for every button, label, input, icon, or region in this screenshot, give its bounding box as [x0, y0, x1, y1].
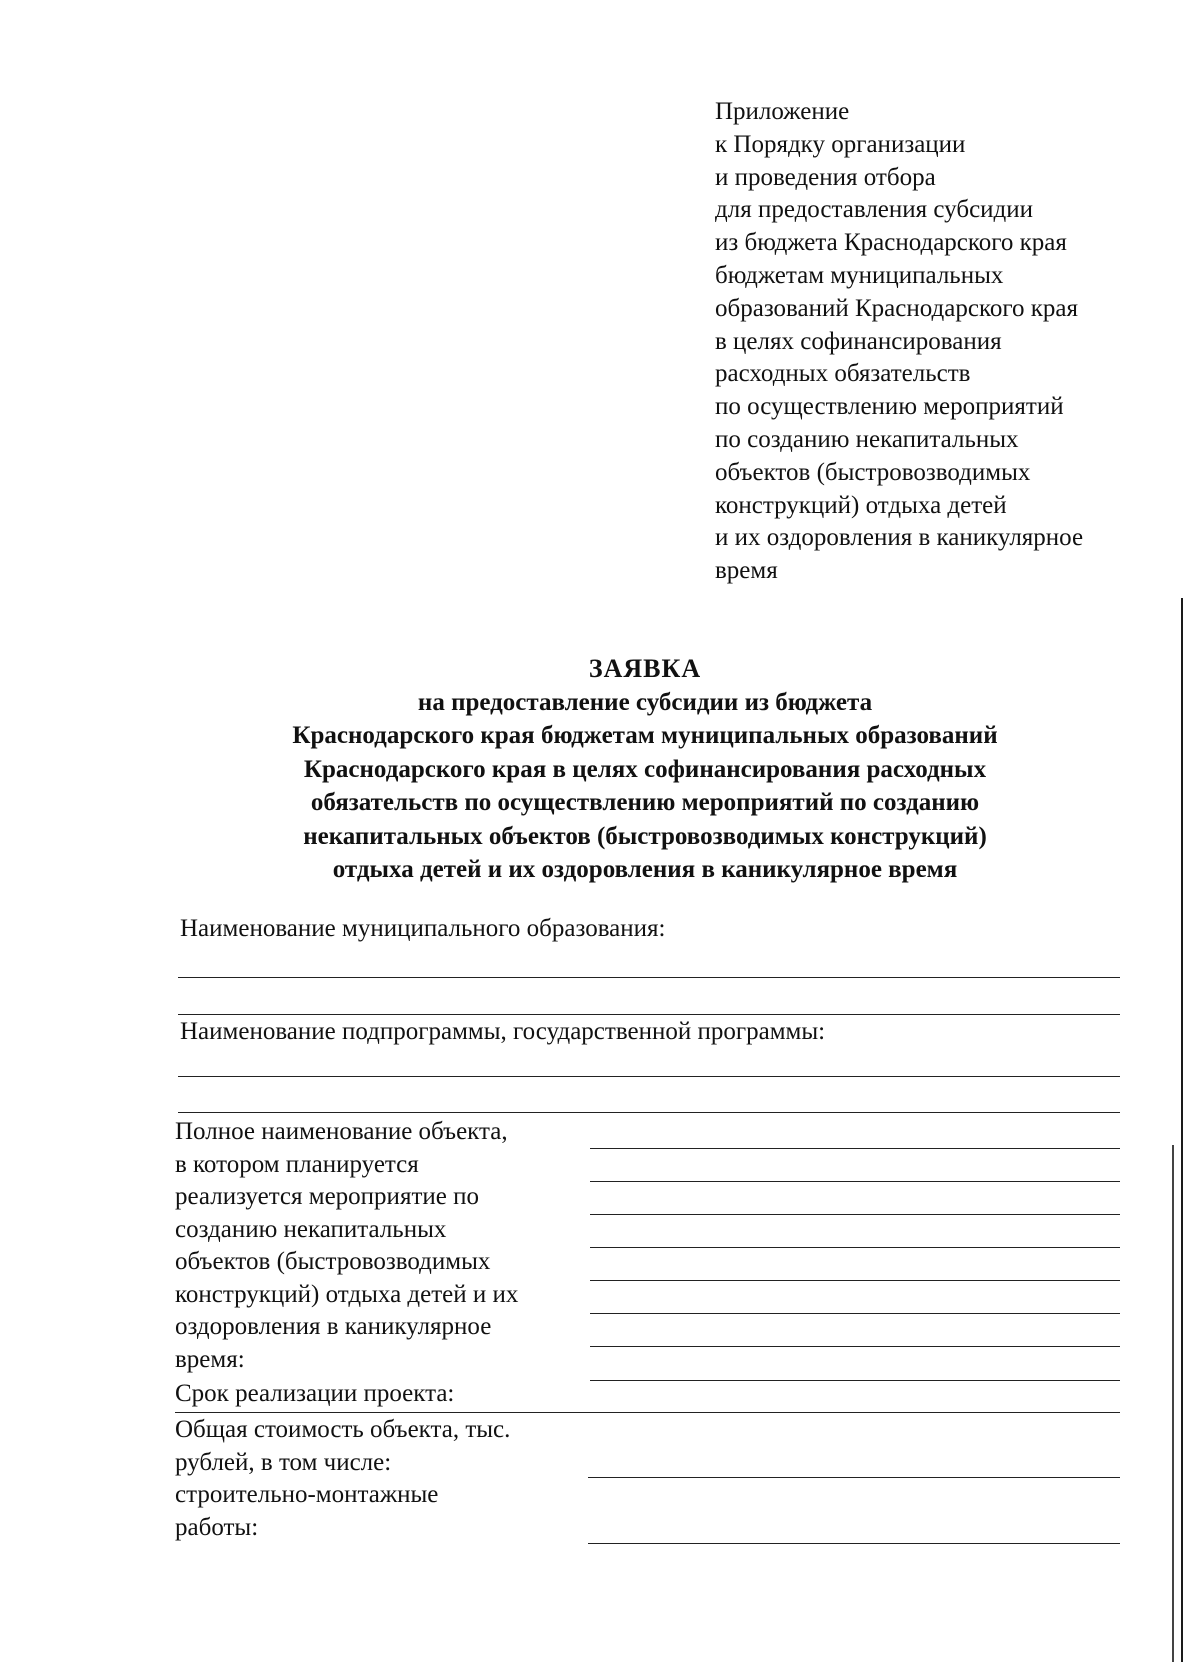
application-heading [170, 652, 1120, 887]
appendix-line: бюджетам муниципальных [715, 261, 1004, 289]
appendix-line: из бюджета Краснодарского края [715, 229, 1067, 257]
construction-cost-input-line[interactable] [588, 1543, 1120, 1544]
subprogram-input-line[interactable] [178, 1112, 1120, 1113]
project-term-label: Срок реализации проекта: [175, 1380, 455, 1407]
scan-edge-line [1181, 598, 1183, 1662]
object-name-label [175, 1116, 518, 1376]
total-cost-line: Общая стоимость объекта, тыс. [175, 1416, 511, 1443]
heading-line: Краснодарского края бюджетам муниципальных образований [292, 722, 998, 749]
total-cost-line: строительно-монтажные [175, 1481, 439, 1508]
appendix-block [715, 96, 1155, 588]
municipality-input-line[interactable] [178, 1014, 1120, 1015]
total-cost-input-line[interactable] [588, 1477, 1120, 1478]
object-name-line: Полное наименование объекта, [175, 1118, 508, 1145]
appendix-line: время [715, 557, 778, 585]
appendix-line: по созданию некапитальных [715, 425, 1019, 453]
project-term-input-line[interactable] [175, 1412, 1120, 1413]
object-name-line: объектов (быстровозводимых [175, 1248, 491, 1275]
municipality-input-line[interactable] [178, 977, 1120, 978]
heading-line: обязательств по осуществлению мероприятий по созданию [310, 789, 980, 816]
appendix-line: для предоставления субсидии [715, 196, 1034, 224]
appendix-line: в целях софинансирования [715, 327, 1002, 355]
heading-line: на предоставление субсидии из бюджета [417, 688, 873, 716]
appendix-line: образований Краснодарского края [715, 294, 1078, 322]
subprogram-label: Наименование подпрограммы, государственной программы: [180, 1018, 826, 1045]
object-name-input-line[interactable] [590, 1346, 1120, 1347]
scan-edge-line [1172, 1145, 1174, 1662]
object-name-line: созданию некапитальных [175, 1215, 447, 1243]
appendix-line: расходных обязательств [715, 360, 971, 388]
heading-line: Краснодарского края в целях софинансирования расходных [303, 755, 987, 783]
appendix-line: конструкций) отдыха детей [715, 491, 1007, 519]
object-name-input-line[interactable] [590, 1181, 1120, 1182]
object-name-input-line[interactable] [590, 1313, 1120, 1314]
object-name-input-line[interactable] [590, 1280, 1120, 1281]
object-name-input-line[interactable] [590, 1247, 1120, 1248]
appendix-line: и их оздоровления в каникулярное [715, 524, 1084, 552]
heading-title: ЗАЯВКА [588, 654, 702, 683]
heading-line: отдыха детей и их оздоровления в каникулярное время [332, 856, 958, 883]
total-cost-line: рублей, в том числе: [175, 1448, 392, 1476]
appendix-line: объектов (быстровозводимых [715, 458, 1031, 486]
total-cost-label [175, 1414, 510, 1544]
appendix-line: Приложение [715, 98, 850, 125]
total-cost-line: работы: [175, 1513, 259, 1541]
object-name-line: время: [175, 1345, 245, 1373]
heading-line: некапитальных объектов (быстровозводимых конструкций) [303, 822, 987, 850]
object-name-line: реализуется мероприятие по [175, 1183, 479, 1210]
subprogram-input-line[interactable] [178, 1076, 1120, 1077]
object-name-input-line[interactable] [590, 1148, 1120, 1149]
object-name-line: в котором планируется [175, 1150, 419, 1178]
object-name-input-line[interactable] [590, 1380, 1120, 1381]
appendix-line: к Порядку организации [715, 130, 966, 158]
object-name-input-line[interactable] [590, 1214, 1120, 1215]
object-name-line: оздоровления в каникулярное [175, 1313, 492, 1340]
appendix-line: и проведения отбора [715, 163, 936, 191]
municipality-label: Наименование муниципального образования: [180, 915, 666, 942]
appendix-line: по осуществлению мероприятий [715, 393, 1064, 421]
object-name-line: конструкций) отдыха детей и их [175, 1280, 519, 1308]
